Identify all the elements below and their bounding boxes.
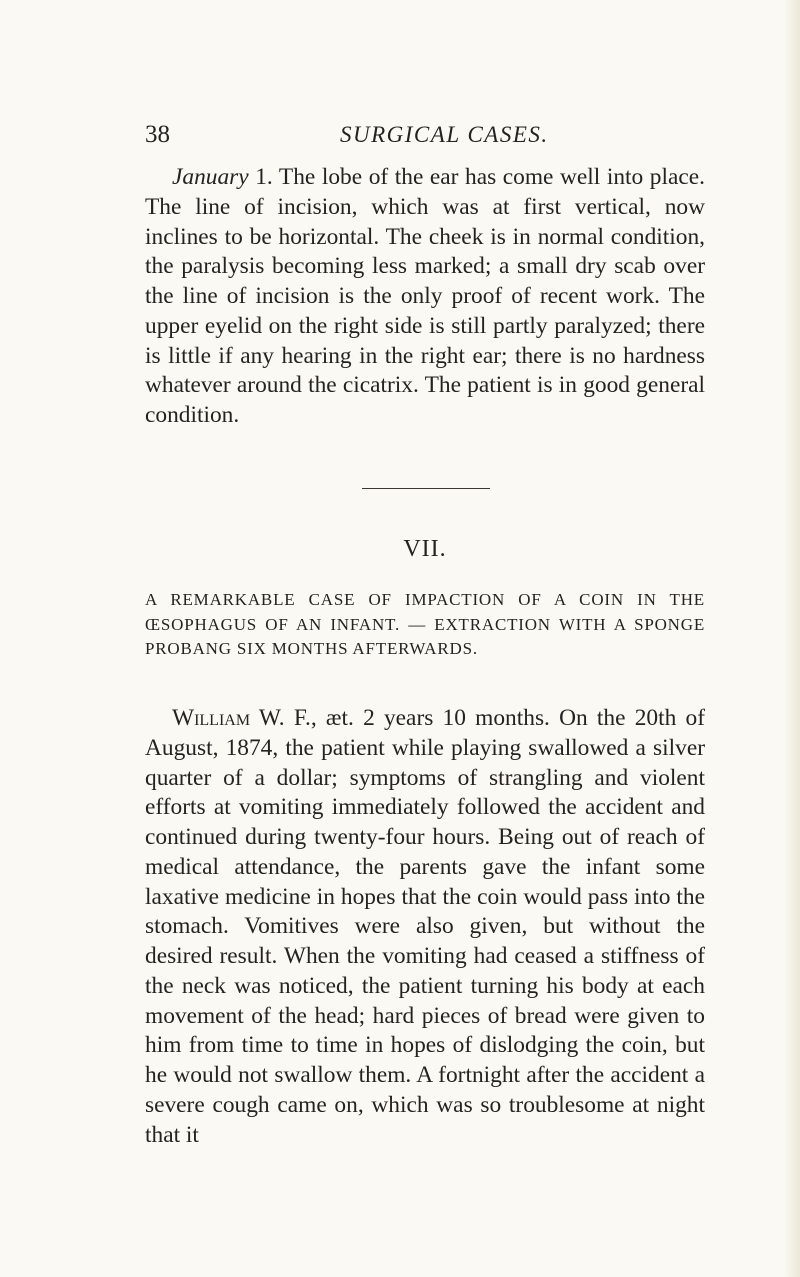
entry-date: January <box>172 164 249 190</box>
page-number: 38 <box>145 121 170 148</box>
paragraph-case-report <box>145 704 705 1150</box>
section-divider <box>362 488 490 489</box>
patient-name: William <box>172 705 251 731</box>
section-number: VII. <box>403 536 447 562</box>
running-head: SURGICAL CASES. <box>340 122 549 147</box>
case-report-text: W. F., æt. 2 years 10 months. On the 20th of August, 1874, the patient while playing swallowed a silver quarter of a dollar; symptoms of strangling and violent efforts at vomiting immediately followed the accident and continued during twenty-four hours. Being out of reach of medical attendance, the parents gave the infant some laxative medicine in hopes that the coin would pass into the stomach. Vomitives were also given, but without the desired result. When the vomiting had ceased a stiffness of the neck was noticed, the patient turning his body at each movement of the head; hard pieces of bread were given to him from time to time in hopes of dislodging the coin, but he would not swallow them. A fortnight after the accident a severe cough came on, which was so troublesome at night that it <box>145 705 705 1148</box>
section-title: A REMARKABLE CASE OF IMPACTION OF A COIN IN THE ŒSOPHAGUS OF AN INFANT. — EXTRACTION WITH A SPONGE PROBANG SIX MONTHS AFTERWARDS. <box>145 590 705 658</box>
page-edge-shadow <box>784 0 800 1277</box>
page-header <box>145 118 705 152</box>
entry-text: 1. The lobe of the ear has come well into place. The line of incision, which was at first vertical, now inclines to be horizontal. The cheek is in normal condition, the paralysis becoming less marked; a small dry scab over the line of incision is the only proof of recent work. The upper eyelid on the right side is still partly paralyzed; there is little if any hearing in the right ear; there is no hardness whatever around the cicatrix. The patient is in good general condition. <box>145 164 705 428</box>
paragraph-january-entry <box>145 163 705 431</box>
